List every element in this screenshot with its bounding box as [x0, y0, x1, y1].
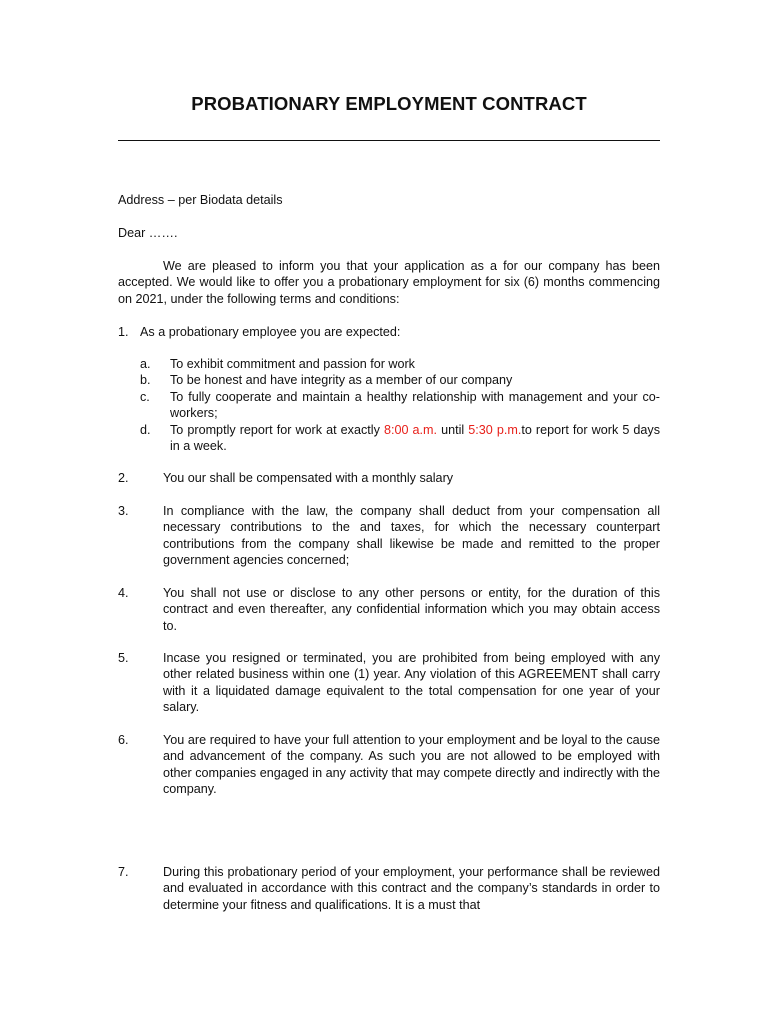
text-run: to report for work 5 days in a week.	[170, 423, 660, 454]
text-run: until	[437, 423, 469, 437]
end-time-highlight: 5:30 p.m.	[468, 423, 522, 437]
sub-item-text	[170, 422, 660, 455]
clause-text: In compliance with the law, the company shall deduct from your compensation all necessary contributions to the and taxes, for which the necessary counterpart contributions from the company shall likewise be made and remitted to the proper government agencies concerned;	[163, 504, 660, 568]
clause-number: 4.	[118, 586, 129, 600]
sub-item-text: To fully cooperate and maintain a healthy relationship with management and your co-workers;	[170, 390, 660, 421]
clause-number: 2.	[118, 471, 129, 485]
document-title: PROBATIONARY EMPLOYMENT CONTRACT	[191, 93, 587, 114]
clause-number: 7.	[118, 865, 129, 879]
clause-number: 6.	[118, 733, 129, 747]
sub-item-letter: a.	[140, 357, 151, 371]
clause-text: You our shall be compensated with a monthly salary	[163, 471, 454, 485]
clause-number: 3.	[118, 504, 129, 518]
sub-item-letter: c.	[140, 390, 150, 404]
address-line: Address – per Biodata details	[118, 193, 283, 207]
start-time-highlight: 8:00 a.m.	[383, 423, 438, 437]
clause-text: During this probationary period of your employment, your performance shall be reviewed and evaluated in accordance with this contract and the company’s standards in order to determine your fitness and qualifications. It is a must that	[163, 865, 660, 912]
clause-number: 5.	[118, 651, 129, 665]
clause-text: You shall not use or disclose to any other persons or entity, for the duration of this contract and even thereafter, any confidential information which you may obtain access to.	[163, 586, 660, 633]
intro-paragraph: We are pleased to inform you that your application as a for our company has been accepted. We would like to offer you a probationary employment for six (6) months commencing on 2021, under the following terms and conditions:	[118, 259, 660, 306]
clause-text: You are required to have your full attention to your employment and be loyal to the cause and advancement of the company. As such you are not allowed to be employed with other companies engaged in any activity that may compete directly and indirectly with the company.	[163, 733, 660, 797]
sub-item-text: To be honest and have integrity as a member of our company	[170, 373, 513, 387]
clause-number: 1.	[118, 325, 129, 339]
sub-item-letter: d.	[140, 423, 151, 437]
clause-text: As a probationary employee you are expected:	[140, 325, 401, 339]
sub-item-letter: b.	[140, 373, 151, 387]
text-run: To promptly report for work at exactly	[170, 423, 384, 437]
salutation: Dear …….	[118, 226, 178, 240]
sub-item-text: To exhibit commitment and passion for work	[170, 357, 415, 371]
title-underline-divider	[118, 140, 660, 141]
clause-text: Incase you resigned or terminated, you are prohibited from being employed with any other related business within one (1) year. Any violation of this AGREEMENT shall carry with it a liquidated damage equivalent to the total compensation for one year of your salary.	[163, 651, 660, 715]
